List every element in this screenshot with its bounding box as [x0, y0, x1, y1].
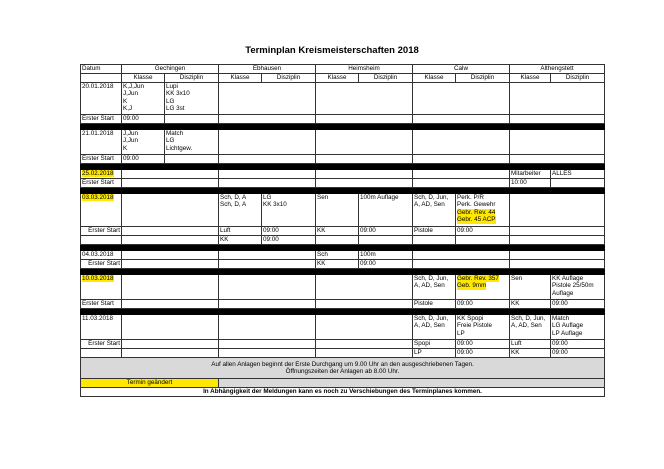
date-cell: 25.02.2018	[81, 170, 122, 179]
schedule-table	[80, 64, 605, 397]
start-klasse: KK	[510, 300, 551, 309]
start-time: 09:00	[456, 349, 510, 358]
klasse-cell: Sch	[316, 251, 359, 260]
disziplin-cell: Gebr. Rev. 357 Geb. 9mm	[456, 275, 510, 300]
start-row	[81, 236, 605, 245]
klasse-cell: Sen	[510, 275, 551, 300]
subheader-row	[81, 74, 605, 83]
start-klasse: KK	[316, 260, 359, 269]
start-label: Erster Start	[81, 115, 122, 124]
table-row	[81, 251, 605, 260]
start-klasse: Pistole	[413, 300, 456, 309]
disziplin-header: Disziplin	[165, 74, 219, 83]
start-time: 09:00	[456, 300, 510, 309]
disziplin-cell: Match LG Auflage LP Auflage	[551, 315, 605, 340]
table-row	[81, 83, 605, 115]
start-time: 09:00	[551, 340, 605, 349]
disziplin-cell: KK Auflage Pistole 25/50m Auflage	[551, 275, 605, 300]
start-label: Erster Start	[81, 340, 122, 349]
klasse-header: Klasse	[510, 74, 551, 83]
start-klasse: Luft	[510, 340, 551, 349]
club-heimsheim: Heimsheim	[316, 65, 413, 74]
disziplin-header: Disziplin	[262, 74, 316, 83]
disziplin-cell: Match LG Lichtgew.	[165, 130, 219, 155]
footer-row	[81, 388, 605, 397]
start-time: 09:00	[456, 340, 510, 349]
col-datum: Datum	[81, 65, 122, 74]
start-label: Erster Start	[81, 260, 122, 269]
start-klasse: Pistole	[413, 227, 456, 236]
note-line-1: Auf allen Anlagen beginnt der Erste Durchgang um 9.00 Uhr an den ausgeschriebenen Tagen.	[211, 360, 474, 368]
start-klasse: Spopi	[413, 340, 456, 349]
club-calw: Calw	[413, 65, 510, 74]
klasse-header: Klasse	[219, 74, 262, 83]
klasse-header: Klasse	[316, 74, 359, 83]
table-row	[81, 130, 605, 155]
table-row	[81, 170, 605, 179]
start-time: 09:00	[122, 155, 165, 164]
klasse-cell: K,J,Jun J,Jun K K,J	[122, 83, 165, 115]
start-label: Erster Start	[81, 155, 122, 164]
start-klasse: LP	[413, 349, 456, 358]
disziplin-header: Disziplin	[359, 74, 413, 83]
disziplin-cell: LG KK 3x10	[262, 194, 316, 227]
table-row	[81, 275, 605, 300]
klasse-cell: Mitarbeiter	[510, 170, 551, 179]
start-time: 10:00	[510, 179, 551, 188]
disziplin-cell: 100m	[359, 251, 413, 260]
start-time: 09:00	[359, 260, 413, 269]
table-row	[81, 315, 605, 340]
start-time: 09:00	[262, 227, 316, 236]
date-cell: 04.03.2018	[81, 251, 122, 260]
subheader-empty	[81, 74, 122, 83]
start-row	[81, 155, 605, 164]
date-cell: 21.01.2018	[81, 130, 122, 155]
klasse-cell: Sen	[316, 194, 359, 227]
start-label: Erster Start	[81, 179, 122, 188]
start-time: 09:00	[551, 300, 605, 309]
start-row	[81, 340, 605, 349]
header-row	[81, 65, 605, 74]
start-row	[81, 227, 605, 236]
page-title: Terminplan Kreismeisterschaften 2018	[245, 45, 419, 56]
disziplin-cell: Perk. P/R Perk. Gewehr Gebr. Rev. 44 Gebr. 45 ACP	[456, 194, 510, 227]
disziplin-header: Disziplin	[456, 74, 510, 83]
start-time: 09:00	[551, 349, 605, 358]
klasse-cell: Sch, D, A Sch, D, A	[219, 194, 262, 227]
date-cell: 11.03.2018	[81, 315, 122, 340]
start-row	[81, 115, 605, 124]
start-time: 09:00	[359, 227, 413, 236]
disziplin-cell: 100m Auflage	[359, 194, 413, 227]
legend-row	[81, 379, 605, 388]
start-time: 09:00	[122, 115, 165, 124]
disziplin-cell: KK Spopi Freie Pistole LP	[456, 315, 510, 340]
note-line-2: Öffnungszeiten der Anlagen ab 8.00 Uhr.	[285, 368, 400, 375]
klasse-cell: Sch, D, Jun, A, AD, Sen	[413, 275, 456, 300]
disziplin-cell: ALLES	[551, 170, 605, 179]
klasse-cell: Sch, D, Jun, A, AD, Sen	[413, 315, 456, 340]
date-cell: 10.03.2018	[81, 275, 122, 300]
note-row	[81, 358, 605, 379]
club-ebhausen: Ebhausen	[219, 65, 316, 74]
klasse-cell: J,Jun J,Jun K	[122, 130, 165, 155]
klasse-header: Klasse	[122, 74, 165, 83]
date-cell: 20.01.2018	[81, 83, 122, 115]
start-time: 09:00	[262, 236, 316, 245]
footer-note: In Abhängigkeit der Meldungen kann es noch zu Verschiebungen des Terminplanes kommen.	[81, 388, 605, 397]
date-cell: 03.03.2018	[81, 194, 122, 227]
start-label: Erster Start	[81, 300, 122, 309]
start-klasse: KK	[510, 349, 551, 358]
disziplin-cell: Lupi KK 3x10 LG LG 3st	[165, 83, 219, 115]
legend-changed: Termin geändert	[81, 379, 219, 388]
start-label: Erster Start	[81, 227, 122, 236]
start-row	[81, 260, 605, 269]
notes-box	[81, 358, 605, 379]
klasse-cell: Sch, D, Jun, A, AD, Sen	[510, 315, 551, 340]
club-althengstett: Althengstett	[510, 65, 605, 74]
start-row	[81, 300, 605, 309]
start-klasse: KK	[219, 236, 262, 245]
start-row	[81, 179, 605, 188]
club-gechingen: Gechingen	[122, 65, 219, 74]
start-time: 09:00	[456, 227, 510, 236]
start-row	[81, 349, 605, 358]
table-row	[81, 194, 605, 227]
start-klasse: Luft	[219, 227, 262, 236]
start-klasse: KK	[316, 227, 359, 236]
klasse-cell: Sch, D, Jun, A, AD, Sen	[413, 194, 456, 227]
disziplin-header: Disziplin	[551, 74, 605, 83]
klasse-header: Klasse	[413, 74, 456, 83]
